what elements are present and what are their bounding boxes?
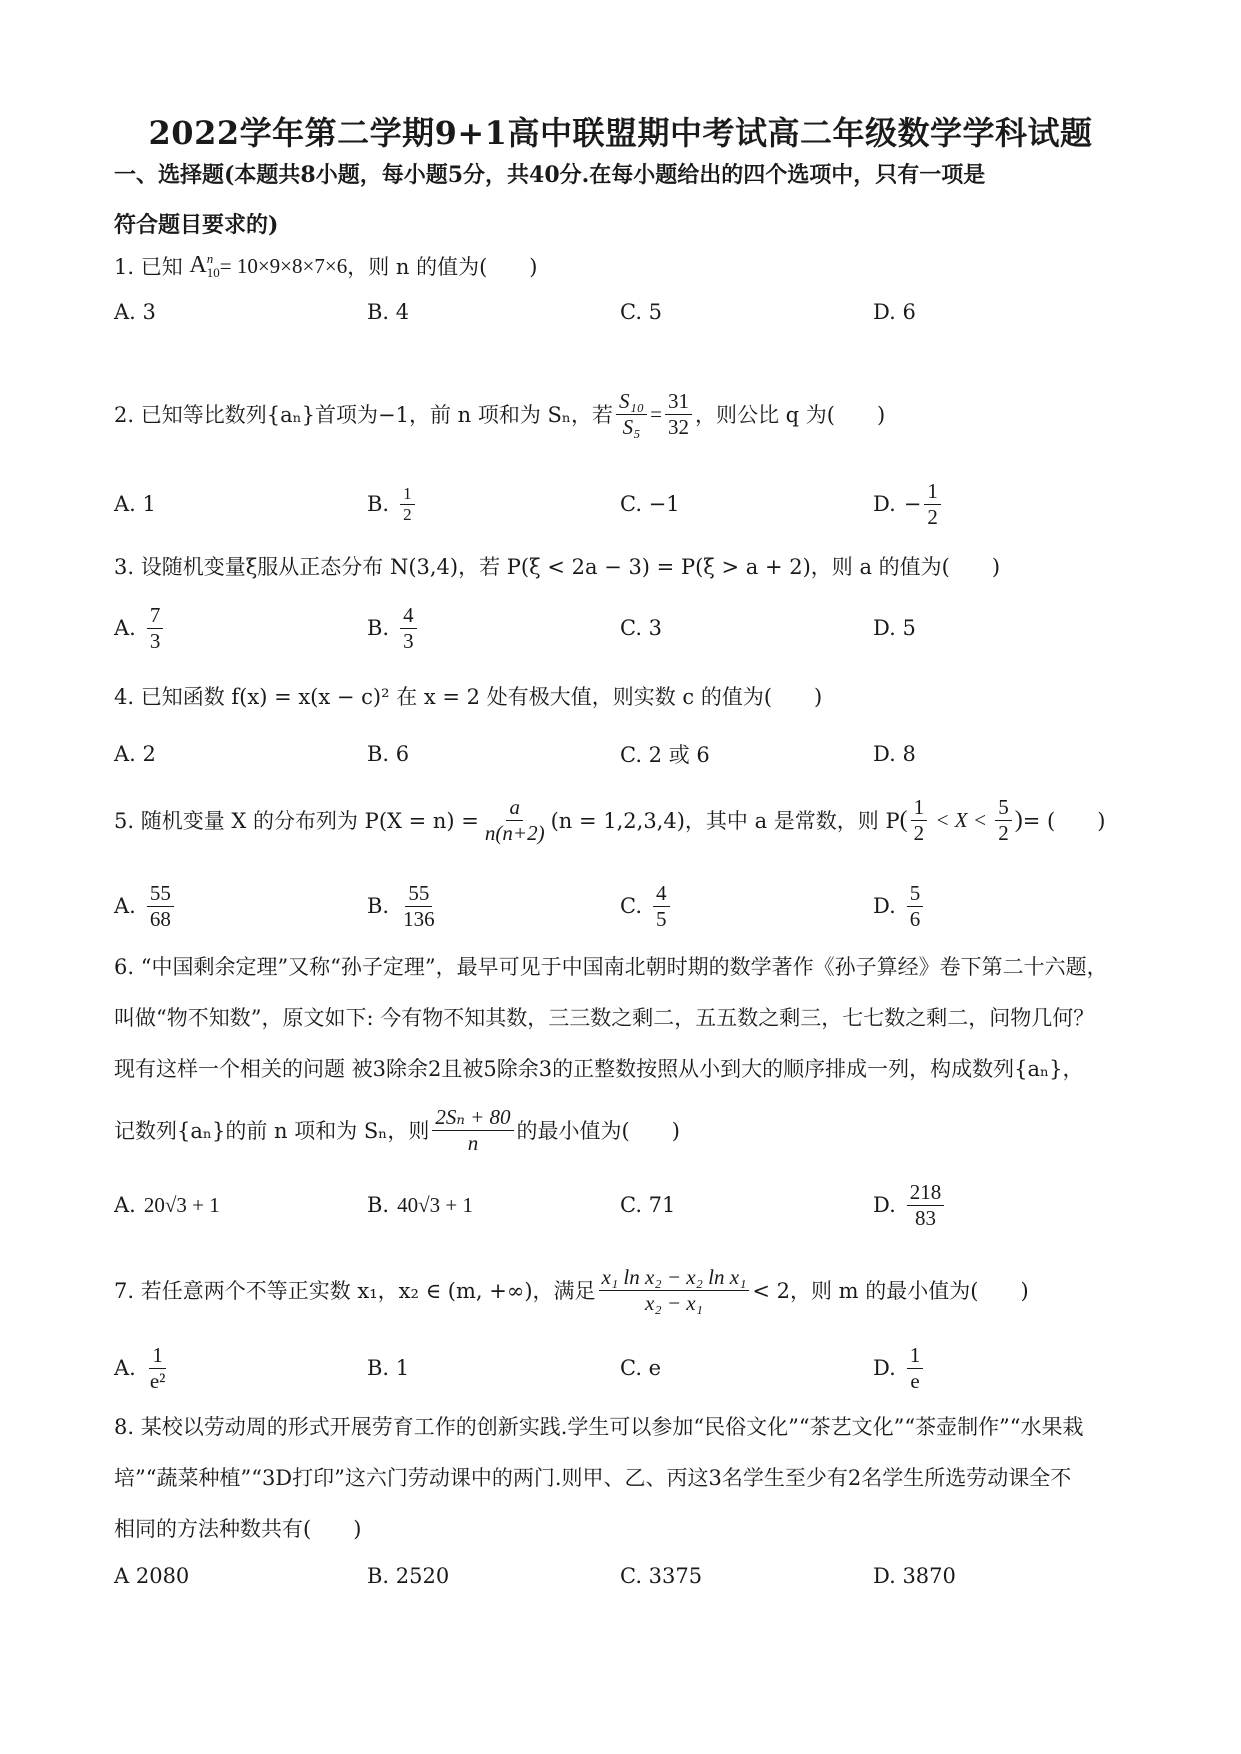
question-2: 2. 已知等比数列{aₙ}首项为−1，前 n 项和为 Sₙ，若 $\frac{\text{S₁₀}}{\text{S₅}}$ = $\frac{31}{32}$ ，则公比 q 为( ) xyxy=(114,389,886,439)
q6-fraction: $\frac{\text{2Sₙ + 80}}{n}$ xyxy=(432,1105,513,1154)
q1-expression: = 10×9×8×7×6 xyxy=(219,253,348,278)
q7-option-a: A. $\frac{1}{\text{e²}}$ xyxy=(114,1343,166,1393)
q7-options xyxy=(114,1338,1134,1398)
q5-option-b: B. $\frac{55}{136}$ xyxy=(367,881,435,931)
q3-option-b: B. $\frac{4}{3}$ xyxy=(367,598,420,658)
q6-option-c: C. 71 xyxy=(620,1193,676,1217)
q5-distribution-fraction: $\frac{a}{n(n+2)}$ xyxy=(484,795,545,845)
q4-option-b: B. 6 xyxy=(367,742,410,766)
q2-option-b: B. $\frac{1}{2}$ xyxy=(367,474,418,534)
q2-option-c: C. −1 xyxy=(620,492,680,516)
question-1: 1. 已知 A n 10 = 10×9×8×7×6 ，则 n 的值为( ) xyxy=(114,250,538,281)
q8-option-a: A 2080 xyxy=(114,1564,190,1588)
question-5: 5. 随机变量 X 的分布列为 P(X = n) = $\frac{a}{n(n+2)}$ (n = 1,2,3,4)，其中 a 是常数，则 P ( $\frac{1}{2}$ < X < $\frac{5}{2}$ ) = ( ) xyxy=(114,795,1106,845)
q1-options xyxy=(114,282,1134,342)
q5-options xyxy=(114,876,1134,936)
q6-option-d: D. $\frac{218}{83}$ xyxy=(873,1175,947,1235)
question-8: 8. 某校以劳动周的形式开展劳育工作的创新实践.学生可以参加“民俗文化”“茶艺文化”“茶壶制作”“水果栽 培”“蔬菜种植”“3D打印”这六门劳动课中的两门.则甲、乙、丙这3名学生至少有2名学生所选劳动课全不 相同的方法种数共有( ) xyxy=(114,1415,1084,1541)
section-heading xyxy=(114,150,1134,250)
section-heading-line2: 符合题目要求的) xyxy=(114,212,279,238)
q1-option-a: A. 3 xyxy=(114,300,156,324)
question-7: 7. 若任意两个不等正实数 x₁，x₂ ∈ (m, +∞)，满足 $\frac{\text{x₁ ln x₂ − x₂ ln x₁}}{\text{x₂ − x₁}}$ < 2，则 m 的最小值为( ) xyxy=(114,1265,1029,1315)
question-6-last-line: 记数列{aₙ}的前 n 项和为 Sₙ，则 $\frac{\text{2Sₙ + 80}}{n}$ 的最小值为( ) xyxy=(114,1105,680,1155)
q8-option-b: B. 2520 xyxy=(367,1564,450,1588)
page-title: 2022学年第二学期9+1高中联盟期中考试高二年级数学学科试题 xyxy=(148,114,1093,152)
q3-option-d: D. 5 xyxy=(873,616,916,640)
q5-option-a: A. $\frac{55}{68}$ xyxy=(114,876,177,936)
q2-option-a: A. 1 xyxy=(114,492,156,516)
q7-option-b: B. 1 xyxy=(367,1356,410,1380)
q3-options xyxy=(114,598,1134,658)
q3-option-a: A. $\frac{7}{3}$ xyxy=(114,598,166,658)
q1-option-b: B. 4 xyxy=(367,300,410,324)
question-4: 4. 已知函数 f(x) = x(x − c)² 在 x = 2 处有极大值，则实数 c 的值为( ) xyxy=(114,685,823,709)
permutation-symbol: A n 10 xyxy=(189,250,220,281)
q7-option-c: C. e xyxy=(620,1356,662,1380)
q8-option-c: C. 3375 xyxy=(620,1564,703,1588)
q4-option-c: C. 2 或 6 xyxy=(620,743,710,767)
q2-ratio-value: $\frac{31}{32}$ xyxy=(665,389,692,438)
q1-text: ，则 n 的值为( ) xyxy=(347,255,538,279)
question-6: 6. “中国剩余定理”又称“孙子定理”，最早可见于中国南北朝时期的数学著作《孙子算经》卷下第二十六题， 叫做“物不知数”，原文如下: 今有物不知其数，三三数之剩二，五五数之剩三，七七数之剩二，问物几何？ 现有这样一个相关的问题 被3除余2且被5除余3的正整数按照从小到大的顺序排成一列，构成数列{aₙ}， xyxy=(114,955,1108,1081)
q7-fraction: $\frac{\text{x₁ ln x₂ − x₂ ln x₁}}{\text{x₂ − x₁}}$ xyxy=(599,1265,750,1314)
q3-option-c: C. 3 xyxy=(620,616,663,640)
q4-option-a: A. 2 xyxy=(114,742,156,766)
q2-option-d: D. − $\frac{1}{2}$ xyxy=(873,474,944,534)
q8-options xyxy=(114,1546,1134,1606)
section-heading-line1: 一、选择题(本题共8小题，每小题5分，共40分.在每小题给出的四个选项中，只有一项是 xyxy=(114,162,986,188)
q8-option-d: D. 3870 xyxy=(873,1564,956,1588)
q1-option-d: D. 6 xyxy=(873,300,916,324)
q5-option-d: D. $\frac{5}{6}$ xyxy=(873,876,926,936)
q1-option-c: C. 5 xyxy=(620,300,663,324)
q2-ratio: $\frac{\text{S₁₀}}{\text{S₅}}$ xyxy=(616,389,647,438)
q6-option-b: B. 40√3 + 1 xyxy=(367,1192,473,1217)
q5-option-c: C. $\frac{4}{5}$ xyxy=(620,876,673,936)
q4-options xyxy=(114,724,1134,784)
q6-option-a: A. 20√3 + 1 xyxy=(114,1192,220,1217)
question-3: 3. 设随机变量ξ服从正态分布 N(3,4)，若 P(ξ < 2a − 3) = P(ξ > a + 2)，则 a 的值为( ) xyxy=(114,555,1001,579)
q7-option-d: D. $\frac{1}{e}$ xyxy=(873,1338,926,1398)
q2-options xyxy=(114,474,1134,534)
q6-options xyxy=(114,1175,1134,1235)
q4-option-d: D. 8 xyxy=(873,742,916,766)
